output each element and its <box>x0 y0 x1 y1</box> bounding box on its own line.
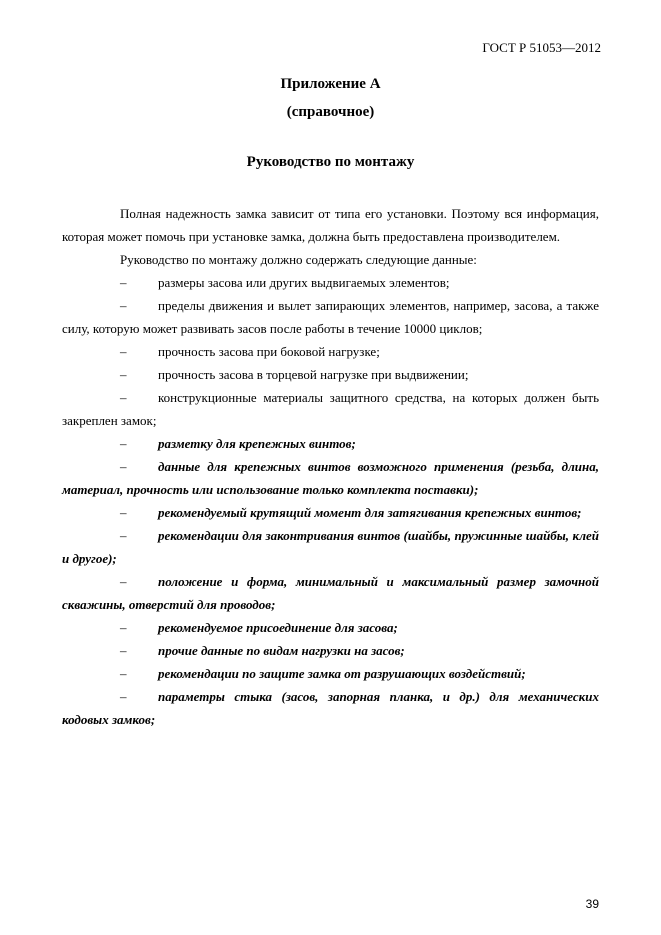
list-dash: – <box>120 275 127 290</box>
appendix-title: Приложение А <box>280 76 381 92</box>
list-item-text: пределы движения и вылет запирающих элементов, например, засова, а также силу, которую может развивать засов после работы в течение 10000 циклов; <box>62 298 599 336</box>
list-item <box>62 685 599 731</box>
list-dash: – <box>120 298 127 313</box>
list-item <box>62 340 599 363</box>
list-item-text: рекомендации для законтривания винтов (шайбы, пружинные шайбы, клей и другое); <box>62 528 599 566</box>
list-item <box>62 386 599 432</box>
list-intro-paragraph: Руководство по монтажу должно содержать следующие данные: <box>120 252 477 267</box>
appendix-note: (справочное) <box>286 104 375 120</box>
list-item-text: положение и форма, минимальный и максимальный размер замочной скважины, отверстий для проводов; <box>62 574 599 612</box>
list-dash: – <box>120 574 127 589</box>
list-item-text: конструкционные материалы защитного средства, на которых должен быть закреплен замок; <box>62 390 599 428</box>
list-dash: – <box>120 436 127 451</box>
list-item <box>62 271 599 294</box>
list-item-text: прочность засова при боковой нагрузке; <box>158 344 380 359</box>
list-item-text: прочие данные по видам нагрузки на засов; <box>158 643 405 658</box>
list-dash: – <box>120 344 127 359</box>
list-item-text: разметку для крепежных винтов; <box>158 436 356 451</box>
list-dash: – <box>120 620 127 635</box>
list-item <box>62 524 599 570</box>
list-item <box>62 455 599 501</box>
list-item <box>62 662 599 685</box>
intro-paragraph: Полная надежность замка зависит от типа его установки. Поэтому вся информация, которая может помочь при установке замка, должна быть предоставлена производителем. <box>62 206 599 244</box>
list-item <box>62 570 599 616</box>
list-item <box>62 616 599 639</box>
list-item <box>62 639 599 662</box>
section-title: Руководство по монтажу <box>246 154 415 170</box>
list-dash: – <box>120 528 127 543</box>
list-dash: – <box>120 505 127 520</box>
list-item <box>62 363 599 386</box>
list-item-text: рекомендуемое присоединение для засова; <box>158 620 398 635</box>
document-code: ГОСТ Р 51053—2012 <box>482 40 601 55</box>
list-item-text: параметры стыка (засов, запорная планка, и др.) для механических кодовых замков; <box>62 689 599 727</box>
list-dash: – <box>120 390 127 405</box>
list-item-text: рекомендуемый крутящий момент для затягивания крепежных винтов; <box>158 505 582 520</box>
list-dash: – <box>120 459 127 474</box>
list-item-text: данные для крепежных винтов возможного применения (резьба, длина, материал, прочность или использование только комплекта поставки); <box>62 459 599 497</box>
list-item-text: рекомендации по защите замка от разрушающих воздействий; <box>158 666 526 681</box>
page-number: 39 <box>585 897 599 911</box>
list-item-text: размеры засова или других выдвигаемых элементов; <box>158 275 450 290</box>
list-dash: – <box>120 666 127 681</box>
list-dash: – <box>120 367 127 382</box>
list-item <box>62 294 599 340</box>
list-dash: – <box>120 643 127 658</box>
list-item-text: прочность засова в торцевой нагрузке при выдвижении; <box>158 367 469 382</box>
list-dash: – <box>120 689 127 704</box>
list-item <box>62 432 599 455</box>
document-body <box>62 202 599 731</box>
list-item <box>62 501 599 524</box>
